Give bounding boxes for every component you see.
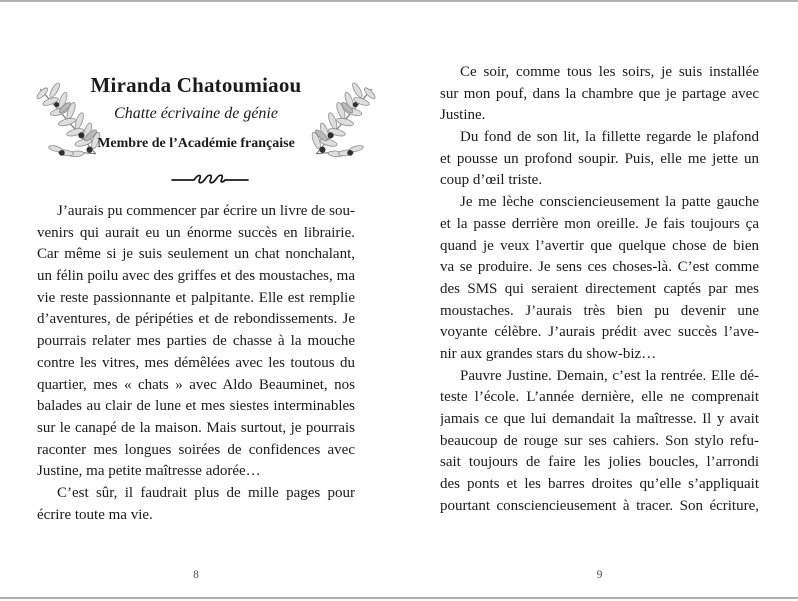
text-line: quand je veux l’avertir que quelque chose de bien bbox=[440, 237, 759, 254]
text-line: quartier, mes « chats » avec Aldo Beauminet, nos bbox=[37, 376, 355, 393]
text-line: Du fond de son lit, la fillette regarde le plafond bbox=[460, 129, 759, 146]
text-line: d’aventures, de péripéties et de rebondissements. Je bbox=[37, 311, 355, 328]
text-line: venirs qui aurait eu un énorme succès en librairie. bbox=[37, 224, 355, 241]
text-line: un félin poilu avec des griffes et des moustaches, ma bbox=[37, 268, 355, 285]
text-line: coup d’œil triste. bbox=[440, 172, 543, 189]
text-line: Je me lèche consciencieusement la patte gauche bbox=[460, 194, 759, 211]
text-line: balades au clair de lune et mes siestes interminables bbox=[37, 398, 355, 415]
text-line: des SMS qui seraient directement captés par mes bbox=[440, 280, 759, 297]
chapter-title: Miranda Chatoumiaou bbox=[90, 73, 302, 97]
text-line: pourrais relater mes parties de chasse à la mouche bbox=[37, 333, 355, 350]
text-line: raconter mes longues soirées de confidences avec bbox=[37, 441, 355, 458]
text-line: des ponts et les barres droites qu’elle s’appliquait bbox=[440, 476, 759, 493]
text-line: nir aux grandes stars du show-biz… bbox=[440, 345, 657, 362]
text-line: Justine, ma petite maîtresse adorée… bbox=[37, 463, 261, 480]
page-number-left: 8 bbox=[193, 569, 199, 581]
text-line: pourtant consciencieusement à tracer. Son écriture, bbox=[440, 497, 759, 514]
text-line: beaucoup de rouge sur ses cahiers. Son stylo refu- bbox=[440, 432, 759, 449]
chapter-subtitle: Chatte écrivaine de génie bbox=[114, 105, 278, 122]
text-line: et pousse un profond soupir. Puis, elle me jette un bbox=[440, 150, 759, 167]
right-page-body-text bbox=[440, 62, 759, 517]
text-line: teste l’école. L’année dernière, elle ne comprenait bbox=[440, 389, 759, 406]
text-line: moustaches. J’aurais très bien pu devenir une bbox=[440, 302, 759, 319]
text-line: voyante célèbre. J’aurais prédit avec succès l’ave- bbox=[440, 324, 759, 341]
text-line: Car même si je suis seulement un chat nonchalant, bbox=[37, 246, 355, 263]
text-line: vie reste passionnante et palpitante. Elle est remplie bbox=[37, 289, 355, 306]
text-line: va se produire. Je sens ces choses-là. C’est comme bbox=[440, 259, 759, 276]
left-page-body-text bbox=[37, 201, 355, 526]
text-line: C’est sûr, il faudrait plus de mille pages pour bbox=[57, 484, 355, 501]
text-line: Justine. bbox=[440, 107, 486, 124]
bottom-border-line bbox=[0, 597, 798, 599]
text-line: contre les vitres, mes démêlées avec les toutous du bbox=[37, 354, 355, 371]
page-number-right: 9 bbox=[596, 569, 603, 581]
rope-knot-divider-icon bbox=[171, 172, 249, 186]
text-line: jamais ce que lui demandait la maîtresse. Il y avait bbox=[440, 411, 759, 427]
text-line: Ce soir, comme tous les soirs, je suis installée bbox=[460, 64, 759, 80]
text-line: sur le canapé de la maison. Mais surtout, je pourrais bbox=[37, 419, 355, 436]
text-line: écrire toute ma vie. bbox=[37, 506, 153, 523]
text-line: J’aurais pu commencer par écrire un livre de sou- bbox=[57, 203, 355, 219]
chapter-affiliation: Membre de l’Académie française bbox=[97, 136, 295, 151]
text-line: et la passe derrière mon oreille. Je fais toujours ça bbox=[440, 215, 759, 232]
text-line: sait toujours de faire les jolies boucles, l’arrondi bbox=[440, 454, 759, 471]
text-line: sur mon pouf, dans la chambre que je partage avec bbox=[440, 85, 759, 102]
page-right bbox=[440, 0, 759, 601]
page-left bbox=[37, 0, 355, 601]
text-line: Pauvre Justine. Demain, c’est la rentrée. Elle dé- bbox=[460, 367, 759, 384]
